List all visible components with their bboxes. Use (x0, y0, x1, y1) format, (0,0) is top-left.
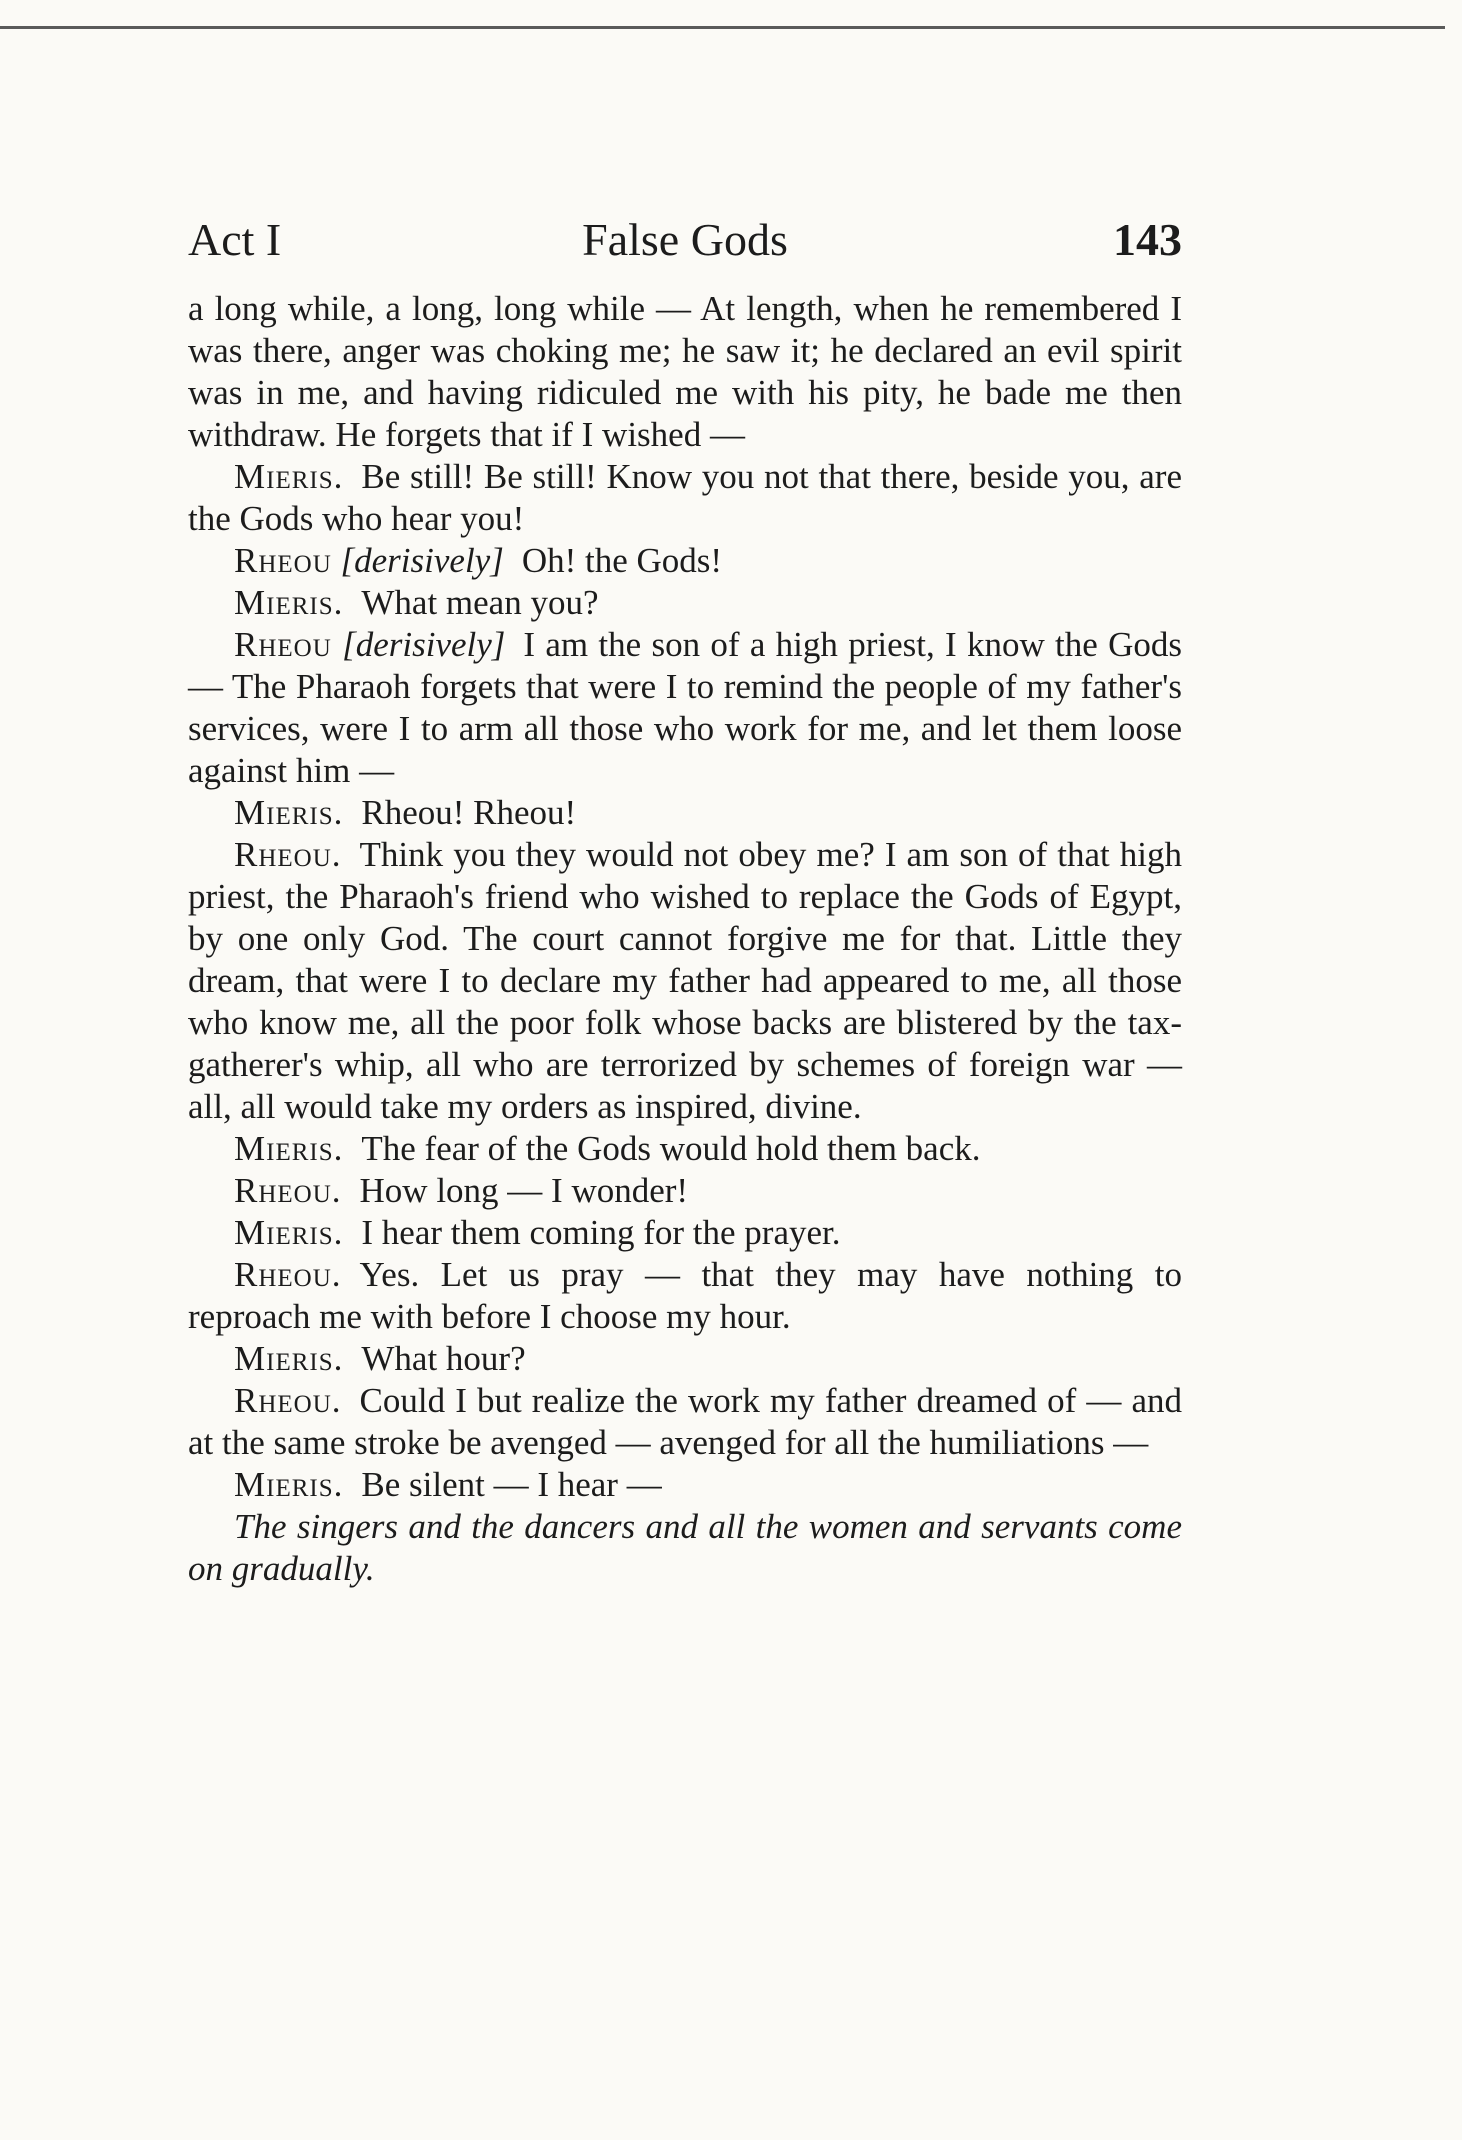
speaker-name: Rheou. (234, 1255, 342, 1294)
top-rule (0, 26, 1445, 29)
speaker-name: Mieris. (234, 1465, 344, 1504)
paragraph-5 (188, 792, 1182, 834)
paragraph-9 (188, 1212, 1182, 1254)
paragraph-13 (188, 1464, 1182, 1506)
speaker-name: Mieris. (234, 1339, 344, 1378)
paragraph-text: What mean you? (361, 583, 599, 622)
speaker-name: Rheou. (234, 1171, 342, 1210)
paragraph-1 (188, 456, 1182, 540)
speaker-name: Mieris. (234, 583, 344, 622)
speaker-name: Mieris. (234, 793, 344, 832)
paragraph-text: Be still! Be still! Know you not that there, beside you, are the Gods who hear you! (188, 457, 1182, 538)
stage-direction: The singers and the dancers and all the women and servants come on gradually. (188, 1507, 1182, 1588)
paragraph-2 (188, 540, 1182, 582)
paragraph-text: Oh! the Gods! (521, 541, 723, 580)
paragraph-3 (188, 582, 1182, 624)
paragraph-text: Rheou! Rheou! (361, 793, 577, 832)
paragraph-10 (188, 1254, 1182, 1338)
act-label: Act I (188, 214, 282, 265)
paragraph-text: a long while, a long, long while — At length, when he remembered I was there, anger was choking me; he saw it; he declared an evil spirit was in me, and having ridiculed me with his pity, he bade me then withdraw. He forgets that if I wished — (188, 289, 1182, 454)
paragraph-7 (188, 1128, 1182, 1170)
paragraph-text: Yes. Let us pray — that they may have nothing to reproach me with before I choose my hour. (188, 1255, 1182, 1336)
body-text (188, 288, 1182, 1590)
speaker-name: Rheou (234, 541, 332, 580)
stage-direction-inline: [derisively] (342, 625, 506, 664)
paragraph-0 (188, 288, 1182, 456)
paragraph-text: Could I but realize the work my father dreamed of — and at the same stroke be avenged — avenged for all the humiliations — (188, 1381, 1182, 1462)
stage-direction-inline: [derisively] (340, 541, 504, 580)
speaker-name: Mieris. (234, 457, 344, 496)
paragraph-text: What hour? (361, 1339, 526, 1378)
running-header (188, 205, 1182, 275)
paragraph-12 (188, 1380, 1182, 1464)
paragraph-text: Be silent — I hear — (361, 1465, 662, 1504)
paragraph-text: I am the son of a high priest, I know the Gods — The Pharaoh forgets that were I to remind the people of my father's services, were I to arm all those who work for me, and let them loose against him — (188, 625, 1183, 790)
page-number: 143 (1113, 214, 1182, 265)
speaker-name: Mieris. (234, 1129, 344, 1168)
paragraph-4 (188, 624, 1182, 792)
paragraph-text: The fear of the Gods would hold them back. (361, 1129, 981, 1168)
paragraph-6 (188, 834, 1182, 1128)
speaker-name: Rheou (234, 625, 332, 664)
speaker-name: Rheou. (234, 835, 342, 874)
paragraph-8 (188, 1170, 1182, 1212)
paragraph-text: Think you they would not obey me? I am son of that high priest, the Pharaoh's friend who wished to replace the Gods of Egypt, by one only God. The court cannot forgive me for that. Little they dream, that were I to declare my father had appeared to me, all those who know me, all the poor folk whose backs are blistered by the tax-gatherer's whip, all who are terrorized by schemes of foreign war — all, all would take my orders as inspired, divine. (188, 835, 1182, 1126)
page-title: False Gods (582, 214, 788, 265)
speaker-name: Mieris. (234, 1213, 344, 1252)
paragraph-11 (188, 1338, 1182, 1380)
paragraph-text: How long — I wonder! (359, 1171, 689, 1210)
speaker-name: Rheou. (234, 1381, 342, 1420)
paragraph-text: I hear them coming for the prayer. (361, 1213, 841, 1252)
